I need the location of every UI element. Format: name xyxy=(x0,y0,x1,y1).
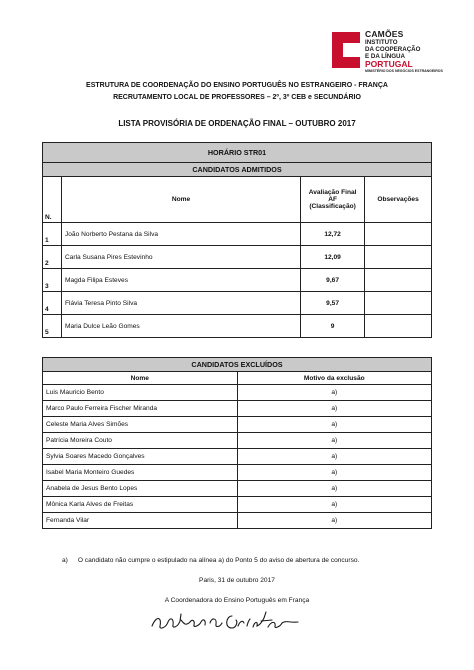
place-date: Paris, 31 de outubro 2017 xyxy=(199,577,275,584)
row-number: 2 xyxy=(43,246,62,269)
candidate-grade: 12,09 xyxy=(301,246,365,269)
excluded-reason: a) xyxy=(237,481,432,497)
admitted-candidates-table xyxy=(42,142,432,338)
exclusion-note xyxy=(62,557,359,564)
table-row xyxy=(43,513,432,529)
row-number: 5 xyxy=(43,315,62,338)
row-number: 1 xyxy=(43,223,62,246)
excluded-reason: a) xyxy=(237,385,432,401)
candidate-name: Maria Dulce Leão Gomes xyxy=(61,315,300,338)
schedule-label: HORÁRIO STR01 xyxy=(43,143,432,163)
table-row xyxy=(43,481,432,497)
logo-line-6: MINISTÉRIO DOS NEGÓCIOS ESTRANGEIROS xyxy=(365,68,443,73)
candidate-name: Magda Filipa Esteves xyxy=(61,269,300,292)
candidate-name: Flávia Teresa Pinto Silva xyxy=(61,292,300,315)
column-header-reason: Motivo da exclusão xyxy=(237,372,432,385)
list-title: LISTA PROVISÓRIA DE ORDENAÇÃO FINAL – OUTUBRO 2017 xyxy=(118,119,356,128)
excluded-name: Celeste Maria Alves Simões xyxy=(43,417,238,433)
excluded-name: Sylvia Soares Macedo Gonçalves xyxy=(43,449,238,465)
candidate-notes xyxy=(365,223,432,246)
excluded-reason: a) xyxy=(237,417,432,433)
excluded-name: Mônica Karla Alves de Freitas xyxy=(43,497,238,513)
logo-line-1: CAMÕES xyxy=(365,29,404,39)
header-line-1: ESTRUTURA DE COORDENAÇÃO DO ENSINO PORTUGUÊS NO ESTRANGEIRO - FRANÇA xyxy=(86,82,388,89)
signatory-title: A Coordenadora do Ensino Português em França xyxy=(164,597,310,604)
column-header-grade: Avaliação Final AF (Classificação) xyxy=(301,177,365,223)
excluded-section-title: CANDIDATOS EXCLUÍDOS xyxy=(43,358,432,372)
logo-line-2: INSTITUTO xyxy=(365,38,398,46)
column-header-number: N. xyxy=(43,177,62,223)
candidate-notes xyxy=(365,269,432,292)
table-row xyxy=(43,465,432,481)
candidate-grade: 9,57 xyxy=(301,292,365,315)
table-row xyxy=(43,449,432,465)
table-row xyxy=(43,292,432,315)
row-number: 3 xyxy=(43,269,62,292)
excluded-reason: a) xyxy=(237,433,432,449)
row-number: 4 xyxy=(43,292,62,315)
candidate-grade: 9 xyxy=(301,315,365,338)
excluded-name: Anabela de Jesus Bento Lopes xyxy=(43,481,238,497)
handwritten-signature xyxy=(148,608,308,634)
header-line-2: RECRUTAMENTO LOCAL DE PROFESSORES – 2º, 3º CEB e SECUNDÁRIO xyxy=(113,94,361,101)
excluded-reason: a) xyxy=(237,465,432,481)
camoes-logo xyxy=(330,30,450,74)
column-header-notes: Observações xyxy=(365,177,432,223)
table-row xyxy=(43,223,432,246)
excluded-candidates-table xyxy=(42,357,432,529)
table-row xyxy=(43,497,432,513)
column-header-name: Nome xyxy=(61,177,300,223)
camoes-c-mark-icon xyxy=(330,30,362,70)
table-row xyxy=(43,385,432,401)
excluded-name: Marco Paulo Ferreira Fischer Miranda xyxy=(43,401,238,417)
logo-wordmark xyxy=(365,30,443,73)
logo-line-5: PORTUGAL xyxy=(365,58,413,69)
logo-line-3: DA COOPERAÇÃO xyxy=(365,45,421,53)
excluded-name: Isabel Maria Monteiro Guedes xyxy=(43,465,238,481)
candidate-grade: 9,67 xyxy=(301,269,365,292)
candidate-grade: 12,72 xyxy=(301,223,365,246)
candidate-notes xyxy=(365,315,432,338)
candidate-notes xyxy=(365,292,432,315)
candidate-notes xyxy=(365,246,432,269)
excluded-reason: a) xyxy=(237,401,432,417)
table-row xyxy=(43,246,432,269)
excluded-reason: a) xyxy=(237,497,432,513)
table-row xyxy=(43,269,432,292)
candidate-name: Carla Susana Pires Estevinho xyxy=(61,246,300,269)
table-row xyxy=(43,401,432,417)
table-row xyxy=(43,315,432,338)
column-header-name: Nome xyxy=(43,372,238,385)
note-letter: a) xyxy=(62,557,68,564)
note-text: O candidato não cumpre o estipulado na alínea a) do Ponto 5 do aviso de abertura de concurso. xyxy=(77,557,360,564)
excluded-name: Fernanda Vilar xyxy=(43,513,238,529)
excluded-reason: a) xyxy=(237,513,432,529)
excluded-reason: a) xyxy=(237,449,432,465)
candidate-name: João Norberto Pestana da Silva xyxy=(61,223,300,246)
table-row xyxy=(43,417,432,433)
excluded-name: Patrícia Moreira Couto xyxy=(43,433,238,449)
admitted-section-title: CANDIDATOS ADMITIDOS xyxy=(43,163,432,177)
excluded-name: Luis Mauricio Bento xyxy=(43,385,238,401)
table-row xyxy=(43,433,432,449)
logo-line-4: E DA LÍNGUA xyxy=(365,52,405,60)
